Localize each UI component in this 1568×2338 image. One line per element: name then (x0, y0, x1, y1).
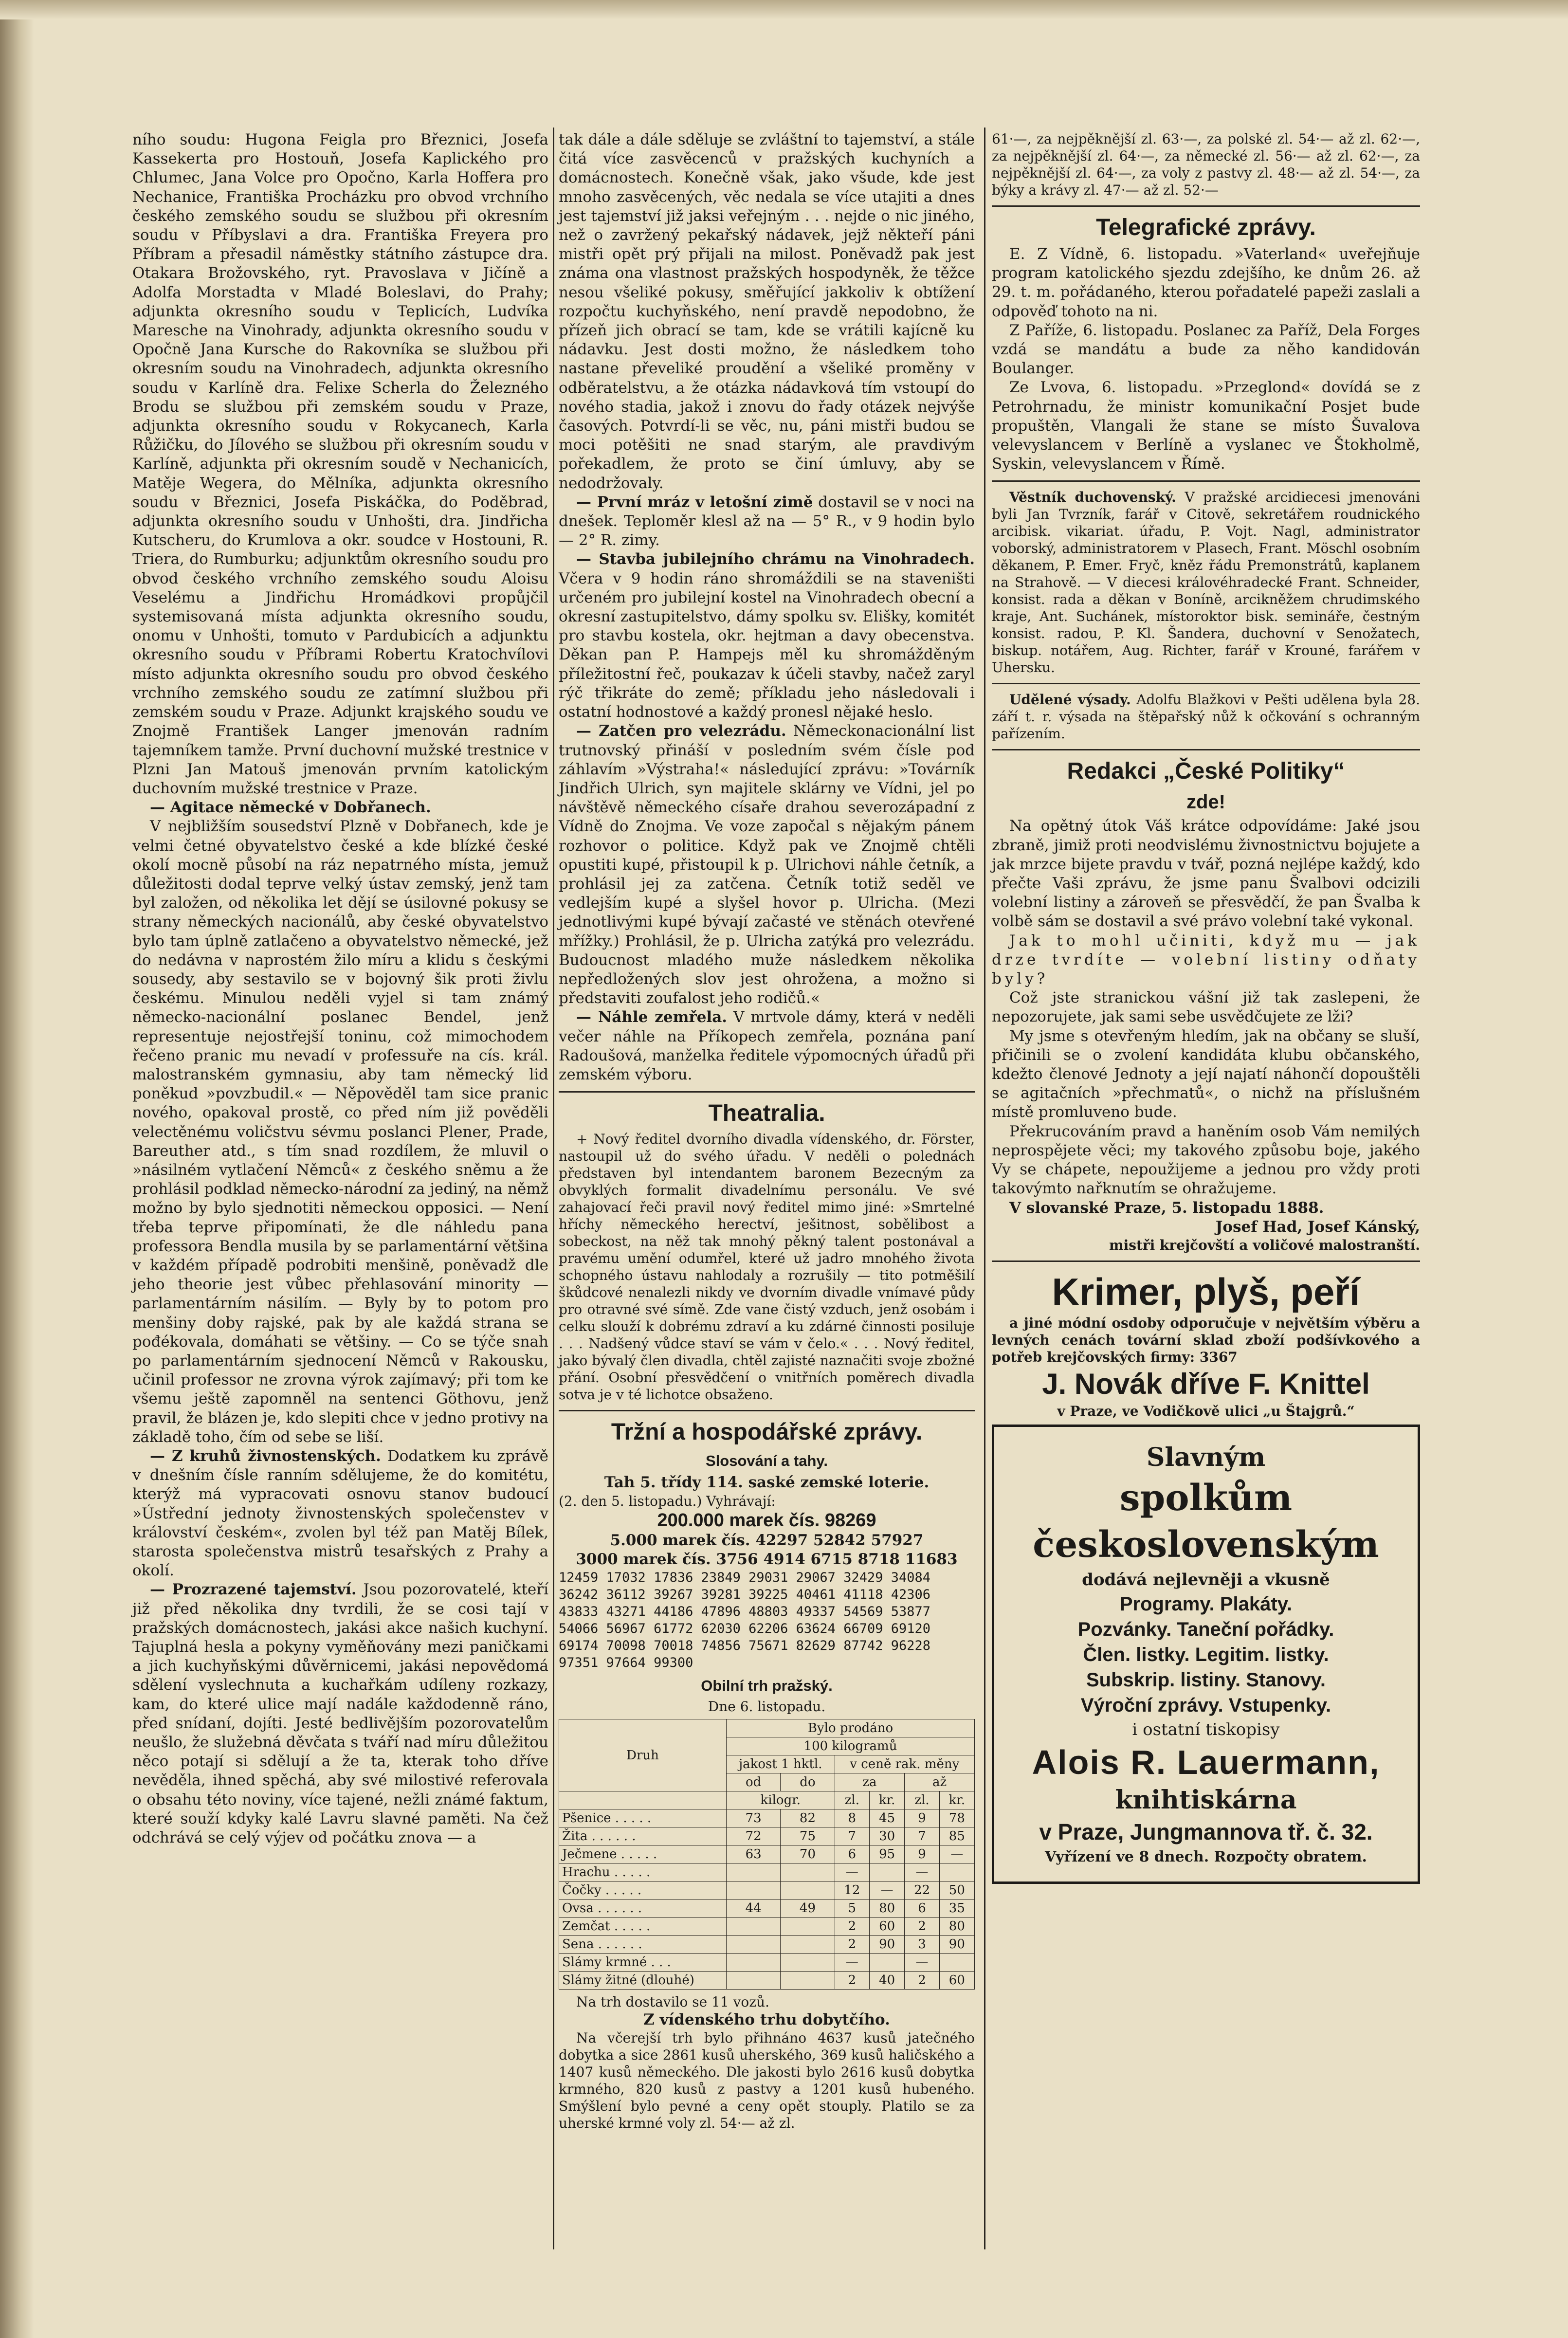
cell (726, 1918, 780, 1936)
lottery-prize-2: 5.000 marek čís. 42297 52842 57927 (610, 1531, 924, 1549)
secret-continued: tak dále a dále sděluje se zvláštní to tajemství, a stále čitá více zasvěcenců v pražských kuchyních a domácnostech. Konečně však, jako všude, kde jest mnoho zasvěcených, věc nedala se více utajiti a dnes jest tajemství již jaksi veřejným . . . nejde o nic jiného, než o zavržený pekařský nádavek, jejž někteří páni mistři opět prý přijali na milost. Poněvadž pak jest známa ona vlastnost pražských hospodyněk, že těžce nesou všeliké pokusy, směřující jakkoliv k obtížení rozpočtu kuchyňského, není pravdě nepodobno, že přízeň jich obrací se tam, kde se vrátili kajícně ku nádavku. Jest dosti možno, že následkem toho nastane převeliké proudění a všeliké proměny v odběratelstvu, a že otázka nádavková tím vstoupí do nového stadia, jakož i znovu do řady otázek nejvýše časových. Potvrdí-li se věc, nu, páni mistři budou se moci potěšiti ne snad starým, ale pravdivým pořekadlem, že proto se činí úmluvy, aby se nedodržovaly. (559, 131, 975, 492)
letter-para-1: Na opětný útok Váš krátce odpovídáme: Jaké jsou zbraně, jimiž proti neodvislému živnostnictvu bojujete a jak mrzce bijete pravdu v tvář, pozná nejlépe každý, kdo přečte Vaši zprávu, že jsme panu Švalbovi odcizili volební listiny a zároveň se přesvědčí, že pan Švalba k volbě sám se dostavil a své právo volební také vykonal. (992, 817, 1420, 931)
cell: 3 (905, 1936, 939, 1954)
clergy-text: V pražské arcidiecesi jmenováni byli Jan Tvrzník, farář v Citově, sekretářem roudnického arcibisk. vikariat. úřadu, P. Vojt. Nagl, administrator voborský, administratorem v Plasech, Frant. Möschl osobním děkanem, P. Emer. Fryč, kněz řádu Premonstrátů, kaplanem na Strahově. — V diecesi královéhradecké Frant. Schneider, konsist. rada a děkan v Boníně, arcikněžem chrudimského kraje, Ant. Suchánek, místoroktor bisk. semináře, čestným konsist. radou, P. Kl. Šandera, duchovní v Senožatech, biskup. notářem, Aug. Richter, farář v Krouné, farářem v Uhersku. (992, 489, 1420, 676)
cell: 75 (781, 1827, 835, 1845)
cell: 6 (835, 1845, 869, 1863)
grain-price-table (559, 1719, 975, 1990)
row-name: Sena . . . . . . (559, 1936, 727, 1954)
cell: 72 (726, 1827, 780, 1845)
cell: 9 (905, 1809, 939, 1827)
cell: 9 (905, 1845, 939, 1863)
divider (992, 205, 1420, 207)
cell: 8 (835, 1809, 869, 1827)
cell (870, 1863, 905, 1881)
table-row (559, 1954, 975, 1972)
telegraph-lviv: Ze Lvova, 6. listopadu. »Przeglond« dovídá se z Petrohrnadu, že ministr komunikační Posjet bude propuštěn, Vlangali že stane se místo Šuvalova velevyslancem v Berlíně a vyslanec ve Štokholmě, Syskin, velevyslancem v Římě. (992, 379, 1420, 473)
ad-lauermann-greeting: Slavným (1146, 1442, 1266, 1472)
cell: — (870, 1881, 905, 1900)
cell (726, 1936, 780, 1954)
clergy-article (992, 489, 1420, 676)
ad-item-cards: Člen. listky. Legitim. listky. (1083, 1644, 1329, 1665)
row-name: Slámy žitné (dlouhé) (559, 1972, 727, 1990)
cell: 22 (905, 1881, 939, 1900)
lottery-heading: Slosování a tahy. (706, 1452, 828, 1470)
ad-item-invitations: Pozvánky. Taneční pořádky. (1077, 1618, 1334, 1640)
lottery-numbers: 12459 17032 17836 23849 29031 29067 32429 34084 36242 36112 39267 39281 39225 40461 41118 42306 43833 43271 44186 47896 48803 49337 54569 53877 54066 56967 61772 62030 62206 63624 66709 69120 69174 70098 70018 74856 75671 82629 87742 96228 97351 97664 99300 (559, 1570, 931, 1670)
row-name: Žita . . . . . . (559, 1827, 727, 1845)
cell: 95 (870, 1845, 905, 1863)
cell: 90 (939, 1936, 974, 1954)
table-header-kilogr: kilogr. (726, 1791, 835, 1809)
column-2 (559, 130, 975, 2132)
ad-lauermann-address: v Praze, Jungmannova tř. č. 32. (1039, 1819, 1373, 1845)
page-left-edge (0, 0, 34, 2338)
letter-subheading: zde! (1186, 791, 1225, 813)
cell (781, 1881, 835, 1900)
divider (992, 683, 1420, 684)
row-name: Pšenice . . . . . (559, 1809, 727, 1827)
table-header-sold: Bylo prodáno (726, 1719, 974, 1737)
cell (781, 1863, 835, 1881)
cell (939, 1954, 974, 1972)
divider (992, 480, 1420, 482)
telegraph-vienna: E. Z Vídně, 6. listopadu. »Vaterland« uveřejňuje program katolického sjezdu zdejšího, ke dnům 26. až 29. t. m. pořádaného, kterou pořadatelé papeži zaslali a odpověď tohoto na ni. (992, 245, 1420, 320)
cell (781, 1972, 835, 1990)
row-name: Ovsa . . . . . . (559, 1900, 727, 1918)
row-name: Ječmene . . . . . (559, 1845, 727, 1863)
lottery-prize-3: 3000 marek čís. 3756 4914 6715 8718 11683 (576, 1550, 958, 1568)
table-row (559, 1827, 975, 1845)
arrest-heading: — Zatčen pro velezrádu. (576, 722, 786, 740)
ad-krimer-text (992, 1315, 1420, 1366)
agitation-article (132, 798, 548, 817)
cell: 2 (835, 1972, 869, 1990)
cattle-continued: 61·—, za nejpěknější zl. 63·—, za polské zl. 54·— až zl. 62·—, za nejpěknější zl. 64·—, za německé zl. 56·— až zl. 62·—, za nejpěknější zl. 64·—, za voly z pastvy zl. 48·— až zl. 54·—, za býky a krávy zl. 47·— až zl. 52·— (992, 131, 1420, 198)
telegraph-paris: Z Paříže, 6. listopadu. Poslanec za Paříž, Dela Forges vzdá se mandátu a bude za něho kandidován Boulanger. (992, 321, 1420, 378)
row-name: Zemčat . . . . . (559, 1918, 727, 1936)
cell: — (905, 1863, 939, 1881)
letter-place-date: V slovanské Praze, 5. listopadu 1888. (1009, 1199, 1324, 1217)
cell: 90 (870, 1936, 905, 1954)
cell: 30 (870, 1827, 905, 1845)
ad-lauermann-printing: knihtiskárna (1115, 1785, 1297, 1815)
table-row (559, 1863, 975, 1881)
agitation-text: V nejbližším sousedství Plzně v Dobřanech, kde je velmi četné obyvatelstvo české a kde blízké české okolí mocně působí na ráz nepatrného místa, jemuž důležitosti dodal teprve velký ústav zemský, jenž tam byl založen, od několika let dějí se úsilovné pokusy se strany německých nacionálů, aby české obyvatelstvo bylo tam úplně zatlačeno a obyvatelstvo německé, jež do nedávna v naprostém žilo míru a klidu s českými sousedy, aby sestavilo se v bojovný šik proti živlu českému. Minulou neděli vyjel si tam známý německo-nacionální poslanec Bendel, jenž representuje nejostřejší toninu, což mimochodem řečeno pranic mu nevadí v professuře na cís. král. malostranském gymnasiu, aby tam německý lid poněkud »povzbudil.« — Něpověděl tam sice pranic nového, opakoval prostě, co před ním již pověděli velectěnému voličstvu sévmu poslanci Plener, Prade, Bareuther atd., s tím snad rozdílem, že mluvil o »násilném vytlačení Němců« z českého sněmu a že prohlásil podklad německo-národní za jediný, na němž možno by bylo sjednotiti německou opposici. — Není třeba teprve připomínati, že dle náhledu pana professora Bendla musila by se parlamentární většina v každém případě podrobiti menšině, poněvadž dle jeho theorie jest vůbec přehlasování minority — parlamentárním násilím. — Byly by to potom pro menšiny doby rajské, pak by ale každá strana se pođékovala, domáhati se většiny. — Co se týče snah po parlamentárním sjednocení Němců v Rakousku, učinil professor ne zrovna výrok zajímavý; při tom ke všemu ještě zapomněl na sentenci Göthovu, jenž pravil, že blázen je, kdo slepiti chce v jedno protivy na základě toho, čím od sebe se liší. (132, 818, 548, 1446)
cell: 7 (905, 1827, 939, 1845)
letter-para-5: Překrucováním pravd a haněním osob Vám nemilých neprospějete věci; my takového způsobu boje, jakého Vy se chápete, nepoužijeme a jednou pro vždy proti takovýmto nařknutím se ohražujeme. (992, 1122, 1420, 1198)
lottery-date: (2. den 5. listopadu.) Vyhrávají: (559, 1493, 776, 1509)
divider (559, 1091, 975, 1093)
table-header-price: v ceně rak. měny (835, 1755, 974, 1773)
death-article (559, 1008, 975, 1084)
table-row (559, 1809, 975, 1827)
table-row (559, 1881, 975, 1900)
death-heading: — Náhle zemřela. (576, 1008, 728, 1026)
cell (870, 1954, 905, 1972)
ad-lauermann-supplies: dodává nejlevněji a vkusně (1082, 1570, 1330, 1589)
divider (559, 1410, 975, 1411)
cell: 5 (835, 1900, 869, 1918)
table-header-az: až (905, 1773, 975, 1791)
letter-signatures: Josef Had, Josef Kánský, (1215, 1218, 1420, 1236)
ad-lauermann-other: i ostatní tiskopisy (1132, 1719, 1280, 1739)
table-header-zl2: zl. (905, 1791, 939, 1809)
column-3 (992, 130, 1420, 1884)
ad-krimer-body: a jiné módní osdoby odporučuje v největším výběru a levných cenách tovární sklad zboží podšívkového a potřeb krejčovských firmy: (992, 1315, 1420, 1365)
agitation-heading: — Agitace německé v Dobřanech. (150, 799, 431, 817)
cattle-heading: Z vídenského trhu dobytčího. (643, 2011, 890, 2029)
column-1 (132, 130, 548, 1847)
secret-text: Jsou pozorovatelé, kteří již před několika dny tvrdili, že se cosi tají v pražských domácnostech, jakási akce našich kuchyní. Tajuplná hesla a pokyny vyměňovány mezi paničkami a jich kuchyňskými důvěrnicemi, jakási nepovědomá sdělení vyslechnuta a kuchařkám udíleny rozkazy, kam, do které ulice mají nadále každodenně ráno, před snídaní, dojíti. Jesté bedlivějším pozorovatelům neušlo, že služebná děvčata s tváří nad míru důležitou něco potají si sdělují a že ta, kterak toho dříve nevěděla, ihned spěchá, aby své milostivé referovala o obsahu této noviny, více tajené, nežli známé faktum, které souží kdyky kalé Lavru slavné paměti. Na čež odchrává se celý výjev od počátku znova — a (132, 1581, 548, 1847)
cattle-text: Na včerejší trh bylo přihnáno 4637 kusů jatečného dobytka a sice 2861 kusů uherského, 369 kusů haličského a 1407 kusů německého. Dle jakosti bylo 2616 kusů dobytka krmného, 820 kusů z pastvy a 1201 kusů hubeného. Smýšlení bylo pevné a ceny opět stouply. Platilo se za uherské krmné voly zl. 54·— až zl. (559, 2030, 975, 2132)
cell: 2 (835, 1936, 869, 1954)
trades-heading: — Z kruhů živnostenských. (150, 1447, 381, 1465)
secret-article (132, 1580, 548, 1847)
ad-novak-name: J. Novák dříve F. Knittel (1042, 1367, 1370, 1400)
table-header-kr: kr. (870, 1791, 905, 1809)
cell: 2 (905, 1918, 939, 1936)
theatre-heading: Theatralia. (708, 1100, 825, 1127)
row-name: Hrachu . . . . . (559, 1863, 727, 1881)
cell: 6 (905, 1900, 939, 1918)
cell: — (905, 1954, 939, 1972)
cell: 49 (781, 1900, 835, 1918)
cell: 40 (870, 1972, 905, 1990)
frost-article (559, 493, 975, 550)
cell (726, 1954, 780, 1972)
row-name: Slámy krmné . . . (559, 1954, 727, 1972)
divider (992, 1260, 1420, 1262)
cell (726, 1972, 780, 1990)
letter-para-4: My jsme s otevřeným hledím, jak na občany se sluší, přičinili se o zvolení kandidáta klubu občanského, kdežto členové Jednoty a její najatí náhončí dopouštěli se agitačních »přechmatů«, o nichž na příslušném místě promluveno bude. (992, 1027, 1420, 1121)
ad-lauermann-name: Alois R. Lauermann, (1032, 1743, 1380, 1781)
cell: 70 (781, 1845, 835, 1863)
row-name: Čočky . . . . . (559, 1881, 727, 1900)
trades-article (132, 1447, 548, 1580)
cell: 35 (939, 1900, 974, 1918)
table-row (559, 1900, 975, 1918)
ad-item-reports: Výroční zprávy. Vstupenky. (1080, 1694, 1331, 1716)
cell: — (939, 1845, 974, 1863)
patents-heading: Udělené výsady. (1009, 692, 1131, 708)
table-row (559, 1936, 975, 1954)
ad-item-lists: Subskrip. listiny. Stanovy. (1086, 1669, 1326, 1691)
market-note: Na trh dostavilo se 11 vozů. (576, 1994, 769, 2010)
table-header-jakost: jakost 1 hktl. (726, 1755, 835, 1773)
cell (726, 1863, 780, 1881)
market-heading: Tržní a hospodářské zprávy. (611, 1419, 923, 1445)
cell: 45 (870, 1809, 905, 1827)
column-rule-2 (984, 128, 985, 2249)
table-header-kr2: kr. (939, 1791, 974, 1809)
patents-text: Adolfu Blažkovi v Pešti udělena byla 28. září t. r. výsada na štěpařský nůž k očkování s ochranným pařízením. (992, 692, 1420, 742)
grain-market-heading: Obilní trh pražský. (701, 1677, 833, 1694)
grain-market-date: Dne 6. listopadu. (708, 1699, 826, 1715)
page-top-edge (0, 0, 1568, 19)
clergy-heading: Věstník duchovenský. (1009, 489, 1176, 506)
ad-krimer-title: Krimer, plyš, peří (1052, 1270, 1360, 1313)
letter-heading: Redakci „České Politiky“ (1067, 758, 1345, 785)
table-row (559, 1918, 975, 1936)
cell: 44 (726, 1900, 780, 1918)
letter-para-2: Jak to mohl učiniti, když mu — jak drze tvrdíte — volební listiny odňaty byly? (992, 932, 1420, 988)
church-text: Včera v 9 hodin ráno shromáždili se na staveništi určeném pro jubilejní kostel na Vinohradech obecní a okresní zastupitelstvo, dámy spolku sv. Elišky, komitét pro stavbu kostela, okr. hejtman a davy obecenstva. Děkan pan P. Hampejs měl ku shromážděným příležitostní řeč, poukazav k účeli stavby, načež zaryl rýč třikráte do země; příkladu jeho následovali i ostatní hodnostové a každý pronesl nějaké heslo. (559, 569, 975, 721)
lottery-prize-1: 200.000 marek čís. 98269 (657, 1510, 876, 1531)
patents-article (992, 691, 1420, 742)
arrest-text: Německonacionální list trutnovský přináší v posledním svém čísle pod záhlavím »Výstraha!« následující zprávu: »Továrník Jindřich Ulrich, syn majitele sklárny ve Vídni, jel po návštěvě německého císaře drahou severozápadní z Vídně do Znojma. Ve voze započal s nějakým pánem rozhovor o politice. Když pak ve Znojmě chtěli opustiti kupé, přistoupil k p. Ulrichovi náhle četník, a prohlásil jej za zatčena. Četník totiž seděl ve vedlejším kupé a slyšel hovor p. Ulricha. (Mezi jednotlivými kupé bývají začasté ve stěnách otevřené mřížky.) Prohlásil, že p. Ulricha zatýká pro velezrádu. Budoucnost mladého muže následkem několika nepředložených slov jest ohrožena, a možno si představiti zoufalost jeho rodičů.« (559, 722, 975, 1007)
cell: 63 (726, 1845, 780, 1863)
frost-heading: — První mráz v letošní zimě (576, 493, 813, 511)
ad-item-programs: Programy. Plakáty. (1119, 1593, 1293, 1615)
cell: 7 (835, 1827, 869, 1845)
cell: 78 (939, 1809, 974, 1827)
cell: 60 (870, 1918, 905, 1936)
table-header-unit: 100 kilogramů (726, 1737, 974, 1755)
cell: 80 (939, 1918, 974, 1936)
ad-lauermann-footer: Vyřízení ve 8 dnech. Rozpočty obratem. (1045, 1848, 1367, 1865)
cell: 2 (835, 1918, 869, 1936)
cell: 80 (870, 1900, 905, 1918)
letter-signatories: mistři krejčovští a voličové malostranští. (1109, 1237, 1420, 1253)
theatre-text: + Nový ředitel dvorního divadla vídenského, dr. Förster, nastoupil už do svého úřadu. V neděli o polednách představen byl intendantem baronem Bezecným za obvyklých formalit divadelnímu personálu. Ve své zahajovací řeči pravil nový ředitel mimo jiné: »Smrtelné hříchy německého herectví, ješitnost, sobělibost a sobeckost, na něž tak mnohý pěkný talent postonával a pravému umění odumřel, které už jadro mnohého života schopného ústavu nahlodaly a rozrušily — tito potměšilí škůdcové nenalezli nikdy ve dvorním divadle vnímavé půdy pro otravné své símě. Zde vane čistý vzduch, jenž osobám i celku slouží k dobrému zdraví a ku zdárné činnosti posiluje . . . Nadšený vůdce staví se vám v čelo.« . . . Nový ředitel, jako bývalý člen divadla, chtěl zajisté naznačiti svoje zbožné přání. Osobní přesvědčení o vnitřních poměrech divadla sotva je v té lichotce obsaženo. (559, 1131, 975, 1403)
table-header-zl: zl. (835, 1791, 869, 1809)
ad-krimer-number: 3367 (1199, 1349, 1238, 1365)
table-row (559, 1972, 975, 1990)
column-rule-1 (553, 128, 554, 2249)
cell (781, 1936, 835, 1954)
ad-lauermann-societies: spolkům československým (1033, 1477, 1379, 1566)
table-row (559, 1845, 975, 1863)
cell: 50 (939, 1881, 974, 1900)
ad-novak-address: v Praze, ve Vodičkově ulici „u Štajgrů.“ (1057, 1403, 1355, 1419)
church-article (559, 550, 975, 722)
cell: 2 (905, 1972, 939, 1990)
cell: — (835, 1954, 869, 1972)
cell: — (835, 1863, 869, 1881)
table-header-od: od (726, 1773, 780, 1791)
trades-text: Dodatkem ku zprávě v dnešním čísle ranním sdělujeme, že do komitétu, kterýž má vypracovati osnovu stanov budoucí »Ústřední jednoty živnostenských společenstev v království českém«, zvolen byl též pan Matěj Bílek, starosta společenstva mistrů tesařských z Prahy a okolí. (132, 1447, 549, 1580)
telegraph-heading: Telegrafické zprávy. (1096, 215, 1316, 240)
church-heading: — Stavba jubilejního chrámu na Vinohradech. (576, 550, 975, 568)
cell (726, 1881, 780, 1900)
frost-text: dostavil se v noci na dnešek. Teploměr klesl až na — 5° R., v 9 hodin bylo — 2° R. zimy. (559, 493, 975, 549)
cell: 73 (726, 1809, 780, 1827)
divider (992, 749, 1420, 750)
table-header-do: do (781, 1773, 835, 1791)
appointments-article: ního soudu: Hugona Feigla pro Březnici, Josefa Kassekerta pro Hostouň, Josefa Kaplického pro Chlumec, Jana Volce pro Opočno, Karla Hoffera pro Nechanice, Františka Procházku pro obvod vrchního českého zemského soudu se službou při okresním soudu v Příbyslavi a dra. Františka Freyera pro Příbram a přesadil náměstky státního zástupce dra. Otakara Brožovského, ryt. Pravoslava v Jičíně a Adolfa Morstadta v Mladé Boleslavi, do Prahy; adjunkta okresního soudu v Teplicích, Ludvíka Maresche na Vinohrady, adjunkta okresního soudu v Opočně Jana Kursche do Rakovníka se službou při okresním soudu na Vinohradech, adjunkta okresního soudu v Karlíně dra. Felixe Scherla do Železného Brodu se službou při zemském soudu v Praze, adjunkta okresního soudu v Rokycanech, Karla Růžičku, do Jílového se službou při okresním soudu v Karlíně, adjunkta při okresním soudě v Nechanicích, Matěje Wegera, do Mělníka, adjunkta okresního soudu v Březnici, Josefa Piskáčka, do Poděbrad, adjunkta okresního soudu v Unhošti, dra. Jindřicha Kutscheru, do Krumlova a okr. soudce v Hostouni, R. Triera, do Rumburku; adjunktům okresního soudu pro obvod českého vrchního zemského soudu Aloisu Veselému a Jindřichu Hromádkovi propůjčil systemisovaná místa adjunkta okresního soudu, onomu v Unhošti, tomuto v Pardubicích a adjunktu okresního soudu v Příbrami Robertu Kratochvílovi místo adjunkta okresního soudu pro obvod českého vrchního zemského soudu ze zatímní službou při zemském soudu v Praze. Adjunkt krajského soudu ve Znojmě František Langer jmenován radním tajemníkem tamže. První duchovní mužské trestnice v Plzni Jan Matouš jmenován prvním katolickým duchovním mužské trestnice v Praze. (132, 131, 548, 797)
cell (781, 1954, 835, 1972)
arrest-article (559, 722, 975, 1008)
letter-para-3: Což jste stranickou vášní již tak zaslepeni, že nepozorujete, jak sami sebe usvědčujete ze lži? (992, 989, 1420, 1026)
cell (939, 1863, 974, 1881)
ad-lauermann-box (992, 1425, 1420, 1884)
table-header-druh: Druh (559, 1719, 727, 1791)
cell: 60 (939, 1972, 974, 1990)
death-text: V mrtvole dámy, která v neděli večer náhle na Příkopech zemřela, poznána paní Radoušová, manželka ředitele výpomocných úřadů při zemském výboru. (559, 1008, 975, 1083)
secret-heading: — Prozrazené tajemství. (150, 1581, 357, 1599)
table-header-za: za (835, 1773, 905, 1791)
cell: 85 (939, 1827, 974, 1845)
cell (781, 1918, 835, 1936)
cell: 12 (835, 1881, 869, 1900)
lottery-draw: Tah 5. třídy 114. saské zemské loterie. (604, 1474, 930, 1492)
cell: 82 (781, 1809, 835, 1827)
